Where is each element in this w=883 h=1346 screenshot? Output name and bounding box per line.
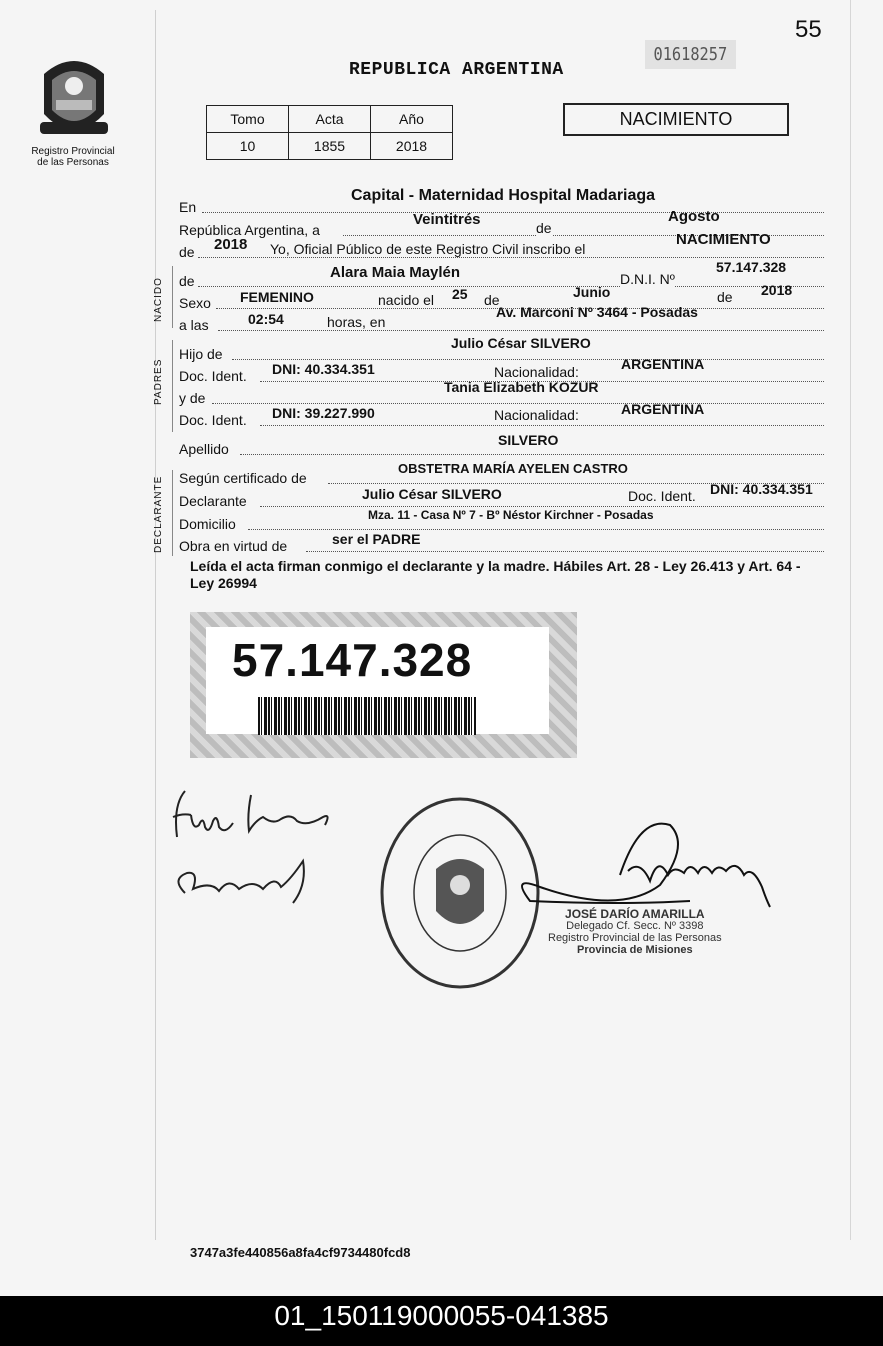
label-doc-padre: Doc. Ident. [179, 368, 247, 384]
dotted-line [248, 529, 824, 530]
dotted-line [260, 506, 824, 507]
tomo-value: 10 [207, 133, 289, 160]
document-title: REPUBLICA ARGENTINA [349, 60, 564, 80]
label-obra: Obra en virtud de [179, 538, 288, 554]
label-doc-madre: Doc. Ident. [179, 412, 247, 428]
dotted-line [260, 425, 824, 426]
value-declarante-doc: DNI: 40.334.351 [710, 481, 813, 497]
dni-sticker-label [206, 627, 549, 734]
value-obra: ser el PADRE [332, 531, 421, 547]
margin-line [155, 10, 156, 1240]
closing-statement: Leída el acta firman conmigo el declarante y la madre. Hábiles Art. 28 - Ley 26.413 y Art. 64 - Ley 26994 [190, 558, 801, 591]
label-hijo-de: Hijo de [179, 346, 223, 362]
label-doc-declarante: Doc. Ident. [628, 488, 696, 504]
value-certificado: OBSTETRA MARÍA AYELEN CASTRO [398, 461, 628, 476]
label-a-las: a las [179, 317, 209, 333]
label-yo: Yo, Oficial Público de este Registro Civil inscribo el [270, 241, 586, 257]
anio-header: Año [371, 106, 453, 133]
label-domicilio: Domicilio [179, 516, 236, 532]
value-declarante: Julio César SILVERO [362, 486, 502, 502]
label-republica: República Argentina, a [179, 222, 320, 238]
value-lugar: Capital - Maternidad Hospital Madariaga [351, 187, 656, 204]
dotted-line [232, 359, 824, 360]
value-nombre: Alara Maia Maylén [330, 264, 461, 281]
anio-value: 2018 [371, 133, 453, 160]
value-domicilio: Mza. 11 - Casa Nº 7 - Bº Néstor Kirchner - Posadas [368, 508, 654, 522]
value-nac-mes: Junio [573, 284, 611, 300]
value-madre-doc: DNI: 39.227.990 [272, 405, 375, 421]
value-madre: Tania Elizabeth KOZUR [444, 379, 599, 395]
value-acto: NACIMIENTO [676, 231, 771, 248]
acta-header: Acta [289, 106, 371, 133]
value-nac-dia: 25 [452, 286, 468, 302]
tomo-header: Tomo [207, 106, 289, 133]
label-de-mes: de [484, 292, 500, 308]
record-table [206, 105, 453, 160]
logo-caption-line-1: Registro Provincial [31, 146, 115, 157]
value-dni: 57.147.328 [716, 259, 787, 275]
label-de-nombre: de [179, 273, 195, 289]
page-number: 55 [795, 16, 822, 43]
label-declarante: Declarante [179, 493, 247, 509]
barcode-icon [258, 697, 476, 735]
value-madre-nac: ARGENTINA [621, 401, 705, 417]
value-direccion: Av. Marconi Nº 3464 - Posadas [496, 304, 698, 320]
value-padre: Julio César SILVERO [451, 335, 591, 351]
right-edge-line [850, 0, 851, 1240]
value-padre-nac: ARGENTINA [621, 356, 705, 372]
label-sexo: Sexo [179, 295, 211, 311]
serial-number: 01618257 [645, 40, 736, 69]
label-de-anio: de [179, 244, 195, 260]
dotted-line [306, 551, 824, 552]
value-hora: 02:54 [248, 311, 284, 327]
section-padres: PADRES [153, 358, 164, 405]
section-divider [172, 470, 173, 556]
value-anio: 2018 [214, 236, 248, 253]
section-nacido: NACIDO [153, 277, 164, 322]
value-nac-anio: 2018 [761, 282, 793, 298]
value-dia: Veintitrés [413, 211, 481, 228]
province-coat-of-arms-logo [34, 54, 114, 142]
value-apellido: SILVERO [498, 432, 559, 448]
footer-file-id: 01_150119000055-041385 [0, 1296, 883, 1346]
value-mes: Agosto [668, 208, 720, 225]
dotted-line [202, 212, 824, 213]
label-nacido-el: nacido el [378, 292, 435, 308]
declarant-signature-icon [163, 785, 338, 920]
label-nacionalidad-padre: Nacionalidad: [494, 364, 579, 380]
label-dni: D.N.I. Nº [620, 271, 675, 287]
logo-caption-line-2: de las Personas [37, 157, 109, 168]
official-block [548, 908, 722, 956]
label-horas-en: horas, en [327, 314, 386, 330]
record-type-box: NACIMIENTO [563, 103, 789, 136]
official-line-1: Delegado Cf. Secc. Nº 3398 [566, 920, 704, 932]
value-sexo: FEMENINO [240, 289, 314, 305]
label-de: de [536, 220, 552, 236]
label-apellido: Apellido [179, 441, 229, 457]
label-y-de: y de [179, 390, 206, 406]
dni-sticker-number: 57.147.328 [232, 634, 473, 686]
official-name: JOSÉ DARÍO AMARILLA [565, 907, 705, 921]
label-segun: Según certificado de [179, 470, 307, 486]
section-divider [172, 340, 173, 432]
dotted-line [218, 330, 824, 331]
section-divider [172, 266, 173, 328]
label-de-anio-nac: de [717, 289, 733, 305]
acta-value: 1855 [289, 133, 371, 160]
logo-caption [18, 146, 128, 168]
dni-sticker [190, 612, 577, 758]
value-padre-doc: DNI: 40.334.351 [272, 361, 375, 377]
label-en: En [179, 199, 197, 215]
official-line-2: Registro Provincial de las Personas [548, 932, 722, 944]
dotted-line [212, 403, 824, 404]
label-nacionalidad-madre: Nacionalidad: [494, 407, 579, 423]
dotted-line [198, 286, 824, 287]
document-hash: 3747a3fe440856a8fa4cf9734480fcd8 [190, 1245, 411, 1260]
dotted-line [198, 257, 824, 258]
dotted-line [240, 454, 824, 455]
official-line-3: Provincia de Misiones [577, 944, 693, 956]
section-declarante: DECLARANTE [153, 475, 164, 553]
